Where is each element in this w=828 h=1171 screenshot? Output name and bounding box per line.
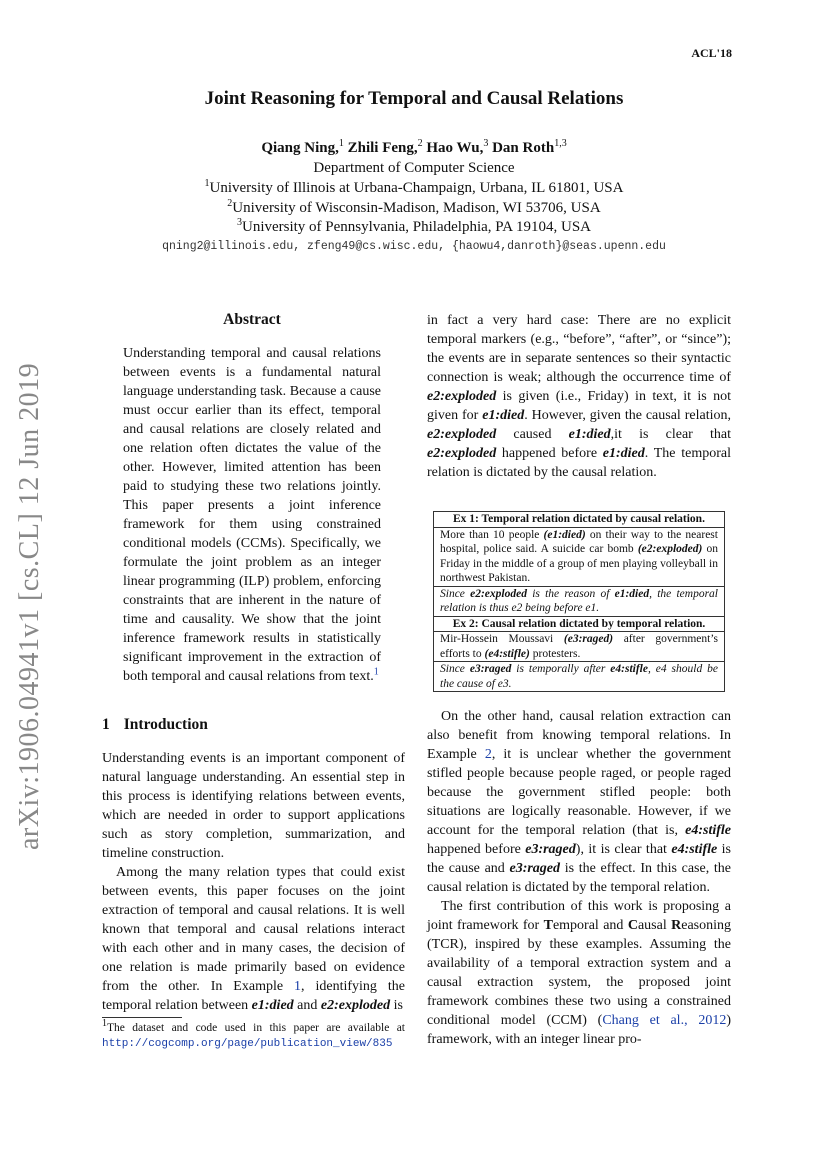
text-run: is the cause and [427, 842, 731, 876]
paragraph [427, 311, 731, 482]
event-mention: e2:exploded [470, 587, 527, 600]
example-2-note [434, 661, 724, 691]
text-run: , e4 should be the cause of e3. [440, 663, 718, 690]
intro-body [102, 749, 405, 1015]
text-run: Mir-Hossein Moussavi [440, 633, 564, 645]
text-run: is the effect. In this case, the causal relation is dictated by the temporal relation. [427, 861, 731, 895]
event-mention: e4:stifle [685, 823, 731, 838]
event-mention: e2:exploded [427, 389, 497, 404]
text-run: , identifying the temporal relation between [102, 979, 405, 1013]
paper-title: Joint Reasoning for Temporal and Causal Relations [204, 88, 624, 109]
affiliation-line [0, 219, 828, 236]
acronym-letter: C [627, 918, 638, 933]
footnote-marker[interactable]: 1 [373, 666, 379, 678]
footnote-mark: 1 [102, 1018, 107, 1030]
event-mention: (e3:raged) [563, 633, 614, 645]
text-run: easoning (TCR), inspired by these examples. Assuming the availability of a temporal extraction system and a causal extraction system, the proposed joint framework combines these two using a constrained conditional model (CCM) ( [427, 918, 731, 1028]
section-heading-introduction [102, 716, 208, 734]
text-run: and [293, 998, 321, 1013]
example-ref-link[interactable]: 1 [294, 979, 302, 994]
event-mention: e1:died [251, 998, 294, 1013]
text-run: Since [440, 587, 471, 600]
event-mention: e4:stifle [610, 663, 648, 675]
text-run: emporal and [552, 918, 628, 933]
arxiv-stamp: arXiv:1906.04941v1 [cs.CL] 12 Jun 2019 [14, 362, 45, 850]
event-mention: e3:raged [525, 842, 576, 857]
venue-label: ACL'18 [691, 46, 732, 60]
event-mention: e1:died [482, 408, 525, 423]
event-mention: e2:exploded [320, 998, 391, 1013]
event-mention: e2:exploded [427, 446, 497, 461]
text-run: , the temporal relation is thus e2 being before e1. [440, 587, 718, 614]
examples-table [433, 511, 725, 692]
author-emails: qning2@illinois.edu, zfeng49@cs.wisc.edu, {haowu4,danroth}@seas.upenn.edu [162, 240, 666, 253]
footnote-rule [102, 1017, 182, 1018]
text-run: On the other hand, causal relation extraction can also benefit from knowing temporal relations. In Example [427, 709, 731, 762]
text-run: on Friday in the middle of a group of men playing volleyball in northwest Pakistan. [440, 543, 718, 584]
department: Department of Computer Science [313, 160, 515, 176]
event-mention: e1:died [614, 587, 650, 600]
event-mention: e3:raged [509, 861, 561, 876]
paragraph [427, 707, 731, 897]
author-affil-mark: 3 [483, 138, 489, 149]
right-column-top [427, 311, 731, 482]
right-column-bottom [427, 707, 731, 1049]
text-run: is given (i.e., Friday) in text, it is not given for [427, 389, 731, 423]
event-mention: e1:died [602, 446, 645, 461]
affiliation-mark: 3 [236, 217, 242, 228]
text-run: ,it is clear that [610, 427, 731, 442]
paragraph [427, 897, 731, 1049]
acronym-letter: R [671, 918, 682, 933]
text-run: Since [440, 663, 470, 675]
acronym-letter: T [543, 918, 553, 933]
paragraph [102, 863, 405, 1015]
text-run: is the reason of [526, 587, 615, 600]
author-name: Zhili Feng, [347, 140, 418, 156]
affiliation-text: University of Wisconsin-Madison, Madison, WI 53706, USA [232, 200, 601, 216]
paragraph: Understanding events is an important component of natural language understanding. An essential step in this process is identifying relations between events, which are needed in order to support applications such as story completion, summarization, and timeline construction. [102, 751, 405, 861]
abstract-heading: Abstract [223, 311, 281, 328]
affiliation-text: University of Illinois at Urbana-Champaign, Urbana, IL 61801, USA [209, 180, 624, 196]
text-run: in fact a very hard case: There are no explicit temporal markers (e.g., “before”, “after”, or “since”); the events are in separate sentences so their syntactic connection is weak; although the occurrence time of [427, 313, 731, 385]
text-run: ausal [637, 918, 672, 933]
section-number: 1 [102, 716, 110, 733]
example-ref-link[interactable]: 2 [484, 747, 492, 762]
text-run: protesters. [529, 647, 581, 660]
affiliation-text: University of Pennsylvania, Philadelphia, PA 19104, USA [241, 219, 592, 235]
text-run: on their way to the nearest hospital, police said. A suicide car bomb [440, 528, 718, 555]
text-run: happened before [496, 446, 603, 461]
text-run: caused [496, 427, 569, 442]
author-name: Qiang Ning, [261, 140, 339, 156]
author-name: Dan Roth [492, 140, 555, 156]
text-run: after government’s efforts to [440, 633, 718, 660]
example-2-text [434, 631, 724, 661]
section-title: Introduction [123, 716, 208, 733]
text-run: is [390, 998, 403, 1013]
event-mention: (e1:died) [543, 528, 586, 541]
example-2-heading: Ex 2: Causal relation dictated by temporal relation. [434, 616, 724, 632]
footnote-text: The dataset and code used in this paper are available at [107, 1022, 405, 1034]
author-list [0, 140, 828, 157]
footnote [102, 1018, 405, 1052]
example-1-heading: Ex 1: Temporal relation dictated by causal relation. [453, 513, 705, 525]
affiliation-line [0, 180, 828, 197]
example-1-note [434, 586, 724, 616]
text-run: The first contribution of this work is proposing a joint framework for [427, 899, 731, 933]
text-run: ) framework, with an integer linear pro- [427, 1013, 731, 1047]
text-run: is temporally after [511, 663, 611, 675]
author-name: Hao Wu, [426, 140, 484, 156]
event-mention: (e2:exploded) [637, 543, 703, 555]
citation-link[interactable]: Chang et al., 2012 [602, 1013, 727, 1028]
text-run: . However, given the causal relation, [524, 408, 731, 423]
event-mention: (e4:stifle) [484, 647, 530, 660]
author-affil-mark: 1 [338, 138, 344, 149]
event-mention: e3:raged [469, 663, 512, 675]
event-mention: e2:exploded [427, 427, 497, 442]
text-run: More than 10 people [440, 528, 544, 541]
text-run: happened before [427, 842, 526, 857]
author-affil-mark: 2 [417, 138, 423, 149]
affiliation-mark: 2 [227, 198, 233, 209]
affiliation-line [0, 200, 828, 217]
event-mention: e1:died [568, 427, 611, 442]
footnote-url-link[interactable]: http://cogcomp.org/page/publication_view/835 [102, 1038, 393, 1050]
text-run: Among the many relation types that could exist between events, this paper focuses on the joint extraction of temporal and causal relations. It is well known that temporal and causal relations interact with each other and in many cases, the decision of one relation is made primarily based on evidence from the other. In Example [102, 865, 405, 994]
event-mention: e4:stifle [671, 842, 718, 857]
text-run: . The temporal relation is dictated by the causal relation. [427, 446, 731, 480]
text-run: , it is unclear whether the government stifled people because people raged, or people raged because the government stifled people: both situations are logically reasonable. However, if we account for the temporal relation (that is, [427, 747, 731, 838]
abstract-text: Understanding temporal and causal relations between events is a fundamental natural language understanding task. Because a cause must occur earlier than its effect, temporal and causal relations are closely related and one relation often dictates the value of the other. However, limited attention has been paid to studying these two relations jointly. This paper presents a joint inference framework for them using constrained conditional models (CCMs). Specifically, we formulate the joint problem as an integer linear programming (ILP) problem, enforcing constraints that are inherent in the nature of time and causality. We show that the joint inference framework results in statistically significant improvement in the extraction of both temporal and causal relations from text. [123, 346, 381, 684]
abstract-body [123, 344, 381, 686]
text-run: ), it is clear that [575, 842, 672, 857]
author-affil-mark: 1,3 [554, 138, 567, 149]
example-1-text [434, 527, 724, 586]
affiliation-mark: 1 [204, 178, 210, 189]
